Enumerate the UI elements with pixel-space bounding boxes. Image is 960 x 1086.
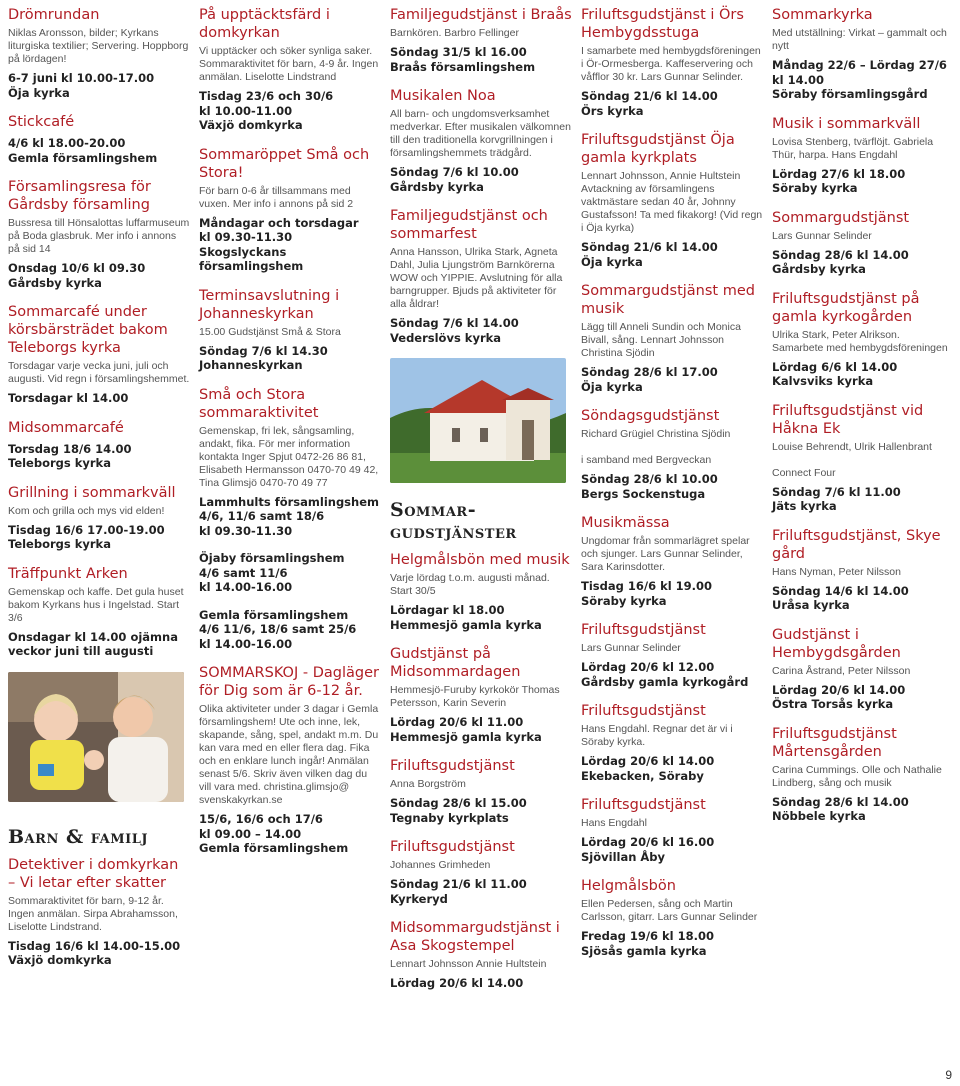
event-time-place: Söndag 21/6 kl 14.00 Örs kyrka (581, 89, 718, 118)
event-description: Carina Åstrand, Peter Nilsson (772, 664, 911, 677)
event-entry (199, 146, 381, 274)
event-description: För barn 0-6 år tillsammans med vuxen. Mer info i annons på sid 2 (199, 184, 354, 210)
event-title: Gudstjänst i Hembygdsgården (772, 626, 901, 661)
event-title: Stickcafé (8, 114, 75, 130)
event-title: Friluftsgudstjänst (390, 839, 515, 855)
event-entry (390, 757, 572, 825)
event-entry (8, 484, 190, 552)
event-time-place: Söndag 14/6 kl 14.00 Uråsa kyrka (772, 583, 909, 612)
event-time-place: Gemla församlingshem 4/6 11/6, 18/6 samt 25/6 kl 14.00-16.00 (199, 607, 357, 651)
event-description: Hans Engdahl. Regnar det är vi i Söraby kyrka. (581, 723, 733, 748)
event-description: 15.00 Gudstjänst Små & Stora (199, 325, 341, 338)
event-title: Små och Stora sommaraktivitet (199, 386, 319, 421)
event-time-place: Måndagar och torsdagar kl 09.30-11.30 Skogslyckans församlingshem (199, 215, 359, 273)
event-entry (581, 407, 763, 501)
event-title: Sommaröppet Små och Stora! (199, 146, 370, 181)
event-title: Helgmålsbön (581, 878, 676, 894)
event-time-place: Söndag 28/6 kl 15.00 Tegnaby kyrkplats (390, 796, 527, 825)
event-entry (772, 209, 954, 277)
event-entry (390, 919, 572, 991)
event-title: Midsommargudstjänst i Asa Skogstempel (390, 920, 560, 954)
event-title: Söndagsgudstjänst (581, 408, 720, 424)
event-time-place: 15/6, 16/6 och 17/6 kl 09.00 – 14.00 Gemla församlingshem (199, 812, 349, 855)
column-3 (390, 6, 572, 1004)
event-entry (8, 303, 190, 406)
event-entry (8, 419, 190, 471)
event-time-place: Tisdag 16/6 kl 19.00 Söraby kyrka (581, 579, 713, 608)
event-title: Sommargudstjänst med musik (581, 283, 755, 317)
event-title: Familjegudstjänst i Braås (390, 7, 572, 23)
event-time-place: Torsdagar kl 14.00 (8, 391, 129, 405)
event-entry (199, 386, 381, 539)
event-time-place: Söndag 28/6 kl 17.00 Öja kyrka (581, 365, 718, 394)
event-description: Barnkören. Barbro Fellinger (390, 27, 519, 39)
event-time-place: Måndag 22/6 – Lördag 27/6 kl 14.00 Söraby församlingsgård (772, 58, 947, 101)
event-entry (199, 551, 381, 595)
page-number: 9 (945, 1068, 952, 1082)
event-title: Friluftsgudstjänst (581, 622, 706, 638)
event-description: Varje lördag t.o.m. augusti månad. Start 30/5 (390, 572, 550, 597)
event-title: Grillning i sommarkväll (8, 484, 176, 501)
event-description: Anna Hansson, Ulrika Stark, Agneta Dahl, Julia Ljungström Barnkörerna WOW och YIPPIE. Avslutning för alla barngrupper. Bjuds på aktiviteter för alla åldrar! (390, 246, 563, 310)
event-time-place: Tisdag 23/6 och 30/6 kl 10.00-11.00 Växjö domkyrka (199, 89, 334, 132)
event-entry (581, 514, 763, 608)
event-description: Hans Engdahl (581, 817, 647, 829)
event-description: Lennart Johnsson, Annie Hultstein Avtackning av församlingens vaktmästare sedan 40 år, Johnny Gustafsson! Ta med fikakorg! (Vid regn i Öja kyrka) (581, 170, 763, 234)
event-title: Musikmässa (581, 515, 670, 531)
event-time-place: 4/6 kl 18.00-20.00 Gemla församlingshem (8, 136, 158, 165)
event-time-place: 6-7 juni kl 10.00-17.00 Öja kyrka (8, 71, 155, 100)
event-time-place: Fredag 19/6 kl 18.00 Sjösås gamla kyrka (581, 929, 714, 958)
event-title: Sommarcafé under körsbärsträdet bakom Teleborgs kyrka (8, 304, 168, 356)
event-title: Friluftsgudstjänst (581, 703, 706, 719)
event-entry (581, 877, 763, 958)
event-description: Sommaraktivitet för barn, 9-12 år. Ingen anmälan. Sirpa Abrahamsson, Liselotte Lindstrand. (8, 894, 178, 933)
event-entry (390, 645, 572, 744)
event-description: Niklas Aronsson, bilder; Kyrkans liturgiska textilier; Servering. Hoppborg på lördagen! (8, 27, 189, 65)
event-entry (199, 664, 381, 856)
event-description: Torsdagar varje vecka juni, juli och augusti. Vid regn i församlingshemmet. (8, 360, 190, 385)
event-entry (8, 178, 190, 290)
event-entry (772, 115, 954, 196)
column-1 (8, 6, 190, 981)
event-entry (772, 626, 954, 712)
event-title: Friluftsgudstjänst i Örs Hembygdsstuga (581, 7, 744, 41)
column-5 (772, 6, 954, 837)
event-description: Lovisa Stenberg, tvärflöjt. Gabriela Thür, harpa. Hans Engdahl (772, 135, 934, 161)
event-time-place: Lördag 20/6 kl 16.00 Sjövillan Åby (581, 835, 715, 864)
event-time-place: Tisdag 16/6 17.00-19.00 Teleborgs kyrka (8, 522, 165, 551)
event-description: Hemmesjö-Furuby kyrkokör Thomas Petersson, Karin Severin (390, 684, 560, 709)
event-title: Församlingsresa för Gårdsby församling (8, 179, 151, 213)
event-title: Friluftsgudstjänst, Skye gård (772, 527, 941, 562)
event-time-place: Lammhults församlingshem 4/6, 11/6 samt 18/6 kl 09.30-11.30 (199, 494, 379, 538)
event-time-place: Tisdag 16/6 kl 14.00-15.00 Växjö domkyrka (8, 938, 181, 967)
event-time-place: Lördag 20/6 kl 14.00 Ekebacken, Söraby (581, 754, 715, 783)
event-title: Friluftsgudstjänst Öja gamla kyrkplats (581, 132, 735, 166)
section-heading-sommargudstjanster (390, 499, 572, 543)
event-entry (772, 725, 954, 824)
event-time-place: Lördag 20/6 kl 14.00 (390, 976, 524, 990)
event-description: Vi upptäcker och söker synliga saker. Sommaraktivitet för barn, 4-9 år. Ingen anmälan. Liselotte Lindstrand (199, 45, 379, 83)
event-time-place: Söndag 7/6 kl 14.30 Johanneskyrkan (199, 343, 328, 372)
event-entry (772, 527, 954, 613)
event-entry (8, 113, 190, 165)
event-title: Drömrundan (8, 7, 100, 23)
event-entry (772, 6, 954, 102)
event-description: Ungdomar från sommarlägret spelar och sjunger. Lars Gunnar Selinder, Sara Karinsdotter. (581, 535, 750, 573)
event-time-place: Lördagar kl 18.00 Hemmesjö gamla kyrka (390, 603, 542, 632)
event-time-place: Söndag 31/5 kl 16.00 Braås församlingshem (390, 45, 536, 74)
event-title: Familjegudstjänst och sommarfest (390, 208, 548, 242)
event-title: Friluftsgudstjänst på gamla kyrkogården (772, 290, 920, 325)
event-description: Louise Behrendt, Ulrik Hallenbrant Connect Four (772, 440, 932, 479)
event-entry (581, 131, 763, 269)
event-entry (390, 87, 572, 194)
event-entry (8, 565, 190, 659)
event-description: Bussresa till Hönsalottas luffarmuseum på Boda glasbruk. Mer info i annons på sid 14 (8, 217, 190, 255)
event-title: Sommargudstjänst (772, 209, 910, 226)
church-photo (390, 358, 566, 483)
event-entry (8, 6, 190, 100)
event-time-place: Söndag 21/6 kl 11.00 Kyrkeryd (390, 877, 527, 906)
section-heading-barn-familj: Barn & familj (8, 825, 149, 848)
event-time-place: Onsdagar kl 14.00 ojämna veckor juni till augusti (8, 629, 178, 658)
event-time-place: Söndag 21/6 kl 14.00 Öja kyrka (581, 240, 718, 269)
event-entry (581, 6, 763, 118)
event-time-place: Söndag 7/6 kl 11.00 Jäts kyrka (772, 484, 901, 513)
event-entry (581, 621, 763, 689)
event-entry (581, 702, 763, 783)
event-time-place: Lördag 27/6 kl 18.00 Söraby kyrka (772, 166, 906, 195)
event-entry (772, 402, 954, 514)
event-time-place: Söndag 28/6 kl 14.00 Gårdsby kyrka (772, 247, 909, 276)
event-title: Friluftsgudstjänst Mårtensgården (772, 725, 897, 760)
event-description: Carina Cummings. Olle och Nathalie Lindberg, sång och musik (772, 763, 942, 789)
event-title: Musik i sommarkväll (772, 115, 921, 132)
event-title: Terminsavslutning i Johanneskyrkan (199, 287, 340, 322)
event-entry (772, 290, 954, 389)
event-description: Med utställning: Virkat – gammalt och nytt (772, 27, 947, 52)
event-time-place: Söndag 28/6 kl 14.00 Nöbbele kyrka (772, 794, 909, 823)
event-title: Musikalen Noa (390, 88, 496, 104)
event-title: Sommarkyrka (772, 7, 873, 23)
event-title: Friluftsgudstjänst (390, 758, 515, 774)
event-time-place: Söndag 7/6 kl 10.00 Gårdsby kyrka (390, 165, 519, 194)
event-time-place: Lördag 6/6 kl 14.00 Kalvsviks kyrka (772, 359, 898, 388)
event-description: Anna Borgström (390, 778, 466, 790)
event-description: Ulrika Stark, Peter Alrikson. Samarbete med hembygdsföreningen (772, 328, 948, 354)
event-title: SOMMARSKOJ - Dagläger för Dig som är 6-12 år. (199, 665, 379, 699)
children-photo (8, 672, 184, 802)
event-entry (390, 207, 572, 345)
event-entry (199, 287, 381, 373)
event-entry (581, 282, 763, 394)
event-title: Midsommarcafé (8, 419, 124, 436)
event-description: Ellen Pedersen, sång och Martin Carlsson, gitarr. Lars Gunnar Selinder (581, 898, 758, 923)
heading-line-1: Sommar- gudstjänster (390, 499, 517, 543)
column-4 (581, 6, 763, 971)
event-time-place: Lördag 20/6 kl 11.00 Hemmesjö gamla kyrka (390, 715, 542, 744)
event-entry (390, 838, 572, 906)
event-description: Kom och grilla och mys vid elden! (8, 504, 165, 517)
event-description: Richard Grügiel Christina Sjödin i samband med Bergveckan (581, 428, 731, 466)
event-entry (390, 6, 572, 74)
event-description: I samarbete med hembygdsföreningen i Ör-Ormesberga. Kaffeservering och våfflor 30 kr. Lars Gunnar Selinder. (581, 45, 761, 83)
event-entry (581, 796, 763, 864)
event-title: Träffpunkt Arken (8, 565, 128, 582)
event-description: Lars Gunnar Selinder (772, 229, 872, 242)
event-entry (8, 856, 190, 968)
event-description: Gemenskap och kaffe. Det gula huset bakom Kyrkans hus i Ingelstad. Start 3/6 (8, 585, 184, 624)
event-title: Friluftsgudstjänst (581, 797, 706, 813)
event-entry (390, 551, 572, 632)
event-description: Lennart Johnsson Annie Hultstein (390, 958, 547, 970)
event-description: Olika aktiviteter under 3 dagar i Gemla församlingshem! Ute och inne, lek, skapande, sång, spel, andakt m.m. Du kan vara med en eller flera dag. Fika och en enklare lunch ingår! Anmälan senast 5/6. Skriv även vilken dag du vill vara med. christina.glimsjo@ svenskakyrkan.se (199, 703, 379, 806)
event-title: Friluftsgudstjänst vid Håkna Ek (772, 402, 924, 437)
event-time-place: Torsdag 18/6 14.00 Teleborgs kyrka (8, 441, 132, 470)
event-description: Hans Nyman, Peter Nilsson (772, 565, 901, 578)
event-title: Helgmålsbön med musik (390, 552, 570, 568)
event-description: Gemenskap, fri lek, sångsamling, andakt, fika. För mer information kontakta Inger Spjut 0472-26 86 81, Elisabeth Hermansson 0470-70 49 42, Tina Glimsjö 0470-70 49 77 (199, 424, 379, 489)
event-time-place: Söndag 7/6 kl 14.00 Vederslövs kyrka (390, 316, 519, 345)
event-description: Lars Gunnar Selinder (581, 642, 681, 654)
event-time-place: Onsdag 10/6 kl 09.30 Gårdsby kyrka (8, 261, 146, 290)
event-title: Detektiver i domkyrkan – Vi letar efter skatter (8, 856, 179, 891)
event-time-place: Söndag 28/6 kl 10.00 Bergs Sockenstuga (581, 472, 718, 501)
event-description: All barn- och ungdomsverksamhet medverkar. Efter musikalen välkomnen till den traditionella korvgrillningen i församlingshemmets trädgård. (390, 108, 571, 159)
event-time-place: Öjaby församlingshem 4/6 samt 11/6 kl 14.00-16.00 (199, 551, 345, 594)
event-time-place: Lördag 20/6 kl 12.00 Gårdsby gamla kyrkogård (581, 660, 749, 689)
event-time-place: Lördag 20/6 kl 14.00 Östra Torsås kyrka (772, 682, 906, 711)
event-description: Johannes Grimheden (390, 859, 491, 871)
event-description: Lägg till Anneli Sundin och Monica Bivall, sång. Lennart Johnsson Christina Sjödin (581, 321, 741, 359)
column-2 (199, 6, 381, 869)
event-entry (199, 608, 381, 652)
event-entry (199, 6, 381, 133)
event-title: Gudstjänst på Midsommardagen (390, 646, 521, 680)
event-title: På upptäcktsfärd i domkyrkan (199, 7, 330, 41)
